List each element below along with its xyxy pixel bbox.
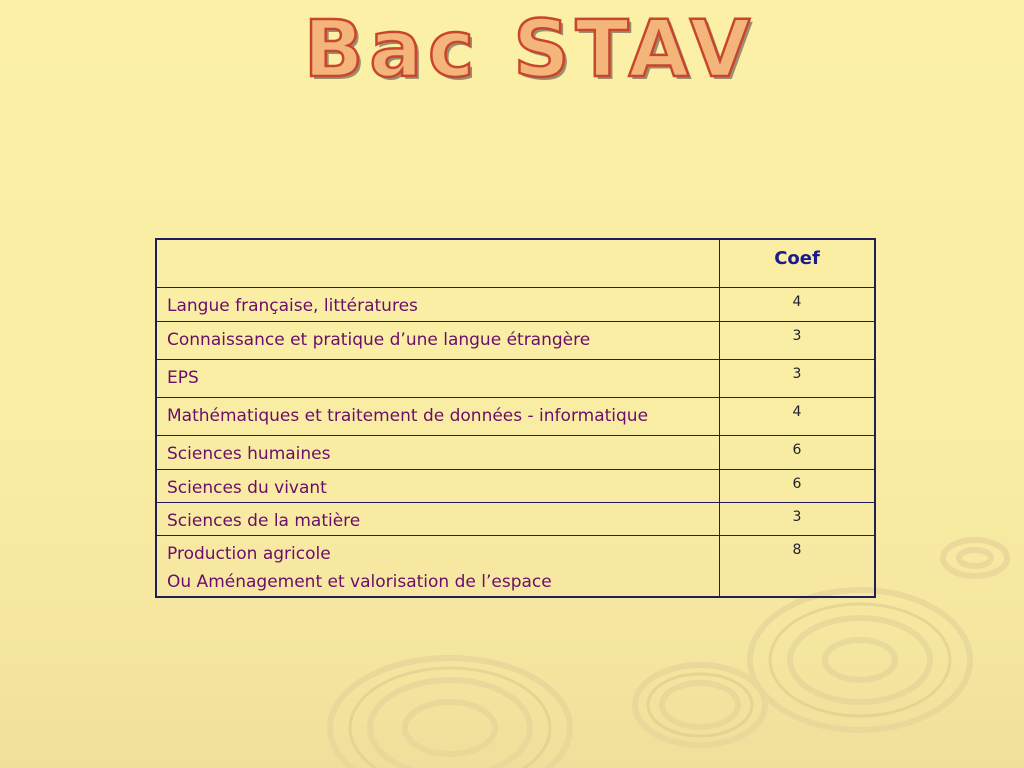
subject-cell	[156, 321, 720, 359]
subject-text: Sciences du vivant	[167, 477, 327, 498]
table-row	[156, 397, 875, 435]
subject-text-alt: Ou Aménagement et valorisation de l’espace	[167, 571, 552, 592]
table-row	[156, 435, 875, 469]
subject-text: Production agricole	[167, 543, 331, 564]
subject-cell	[156, 397, 720, 435]
subject-text: Langue française, littératures	[167, 295, 418, 316]
table-row	[156, 287, 875, 321]
coef-column-header: Coef	[720, 239, 876, 287]
table-row	[156, 469, 875, 502]
subject-text: Sciences de la matière	[167, 510, 361, 531]
subject-cell	[156, 502, 720, 535]
subject-cell	[156, 287, 720, 321]
subject-column-header	[156, 239, 720, 287]
coef-cell: 3	[720, 321, 876, 359]
subject-text: EPS	[167, 367, 199, 388]
table-row	[156, 502, 875, 535]
table-row	[156, 535, 875, 597]
subject-cell	[156, 435, 720, 469]
table-header-row	[156, 239, 875, 287]
subject-cell	[156, 359, 720, 397]
coef-cell: 3	[720, 502, 876, 535]
subject-cell	[156, 469, 720, 502]
table-row	[156, 321, 875, 359]
subject-text: Connaissance et pratique d’une langue étrangère	[167, 329, 591, 350]
subject-text: Mathématiques et traitement de données - informatique	[167, 405, 649, 426]
coefficients-table	[155, 238, 876, 598]
coef-cell: 4	[720, 287, 876, 321]
table-row	[156, 359, 875, 397]
coef-cell: 3	[720, 359, 876, 397]
subject-cell	[156, 535, 720, 597]
coef-cell: 6	[720, 435, 876, 469]
coef-cell: 8	[720, 535, 876, 597]
coef-cell: 6	[720, 469, 876, 502]
subject-text: Sciences humaines	[167, 443, 331, 464]
slide-title: Bac STAV	[303, 5, 757, 95]
coef-cell: 4	[720, 397, 876, 435]
